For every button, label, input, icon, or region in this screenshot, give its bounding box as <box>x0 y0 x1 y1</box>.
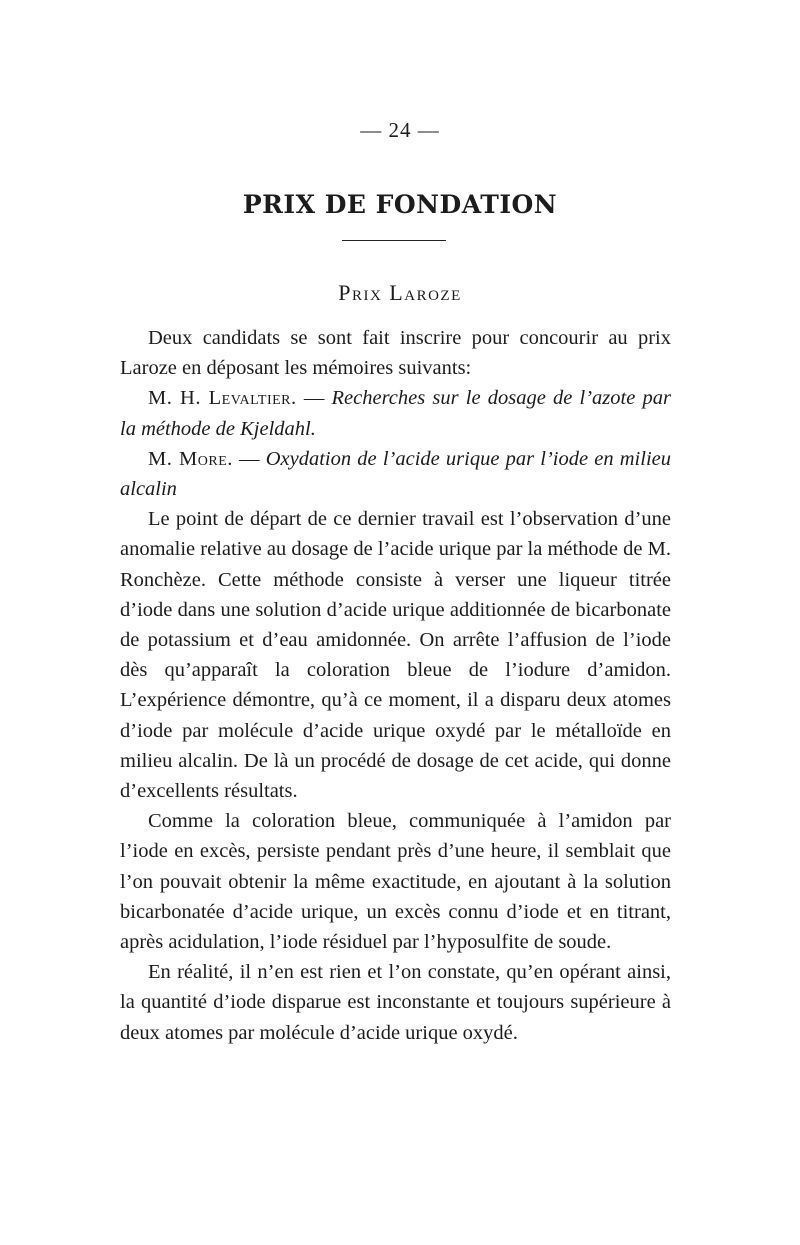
body-paragraph: Comme la coloration bleue, communiquée à l’amidon par l’iode en excès, persiste pendant près d’une heure, il semblait que l’on pouvait obtenir la même exactitude, en ajoutant à la solution bicarbonatée d’acide urique, un excès connu d’iode et en titrant, après acidulation, l’iode résiduel par l’hyposulfite de soude. <box>120 810 671 954</box>
page-number: — 24 — <box>360 118 440 142</box>
entry-author: M. More. <box>148 447 233 470</box>
page-title: PRIX DE FONDATION <box>242 190 558 219</box>
entry-separator: — <box>296 387 332 410</box>
body-paragraph: En réalité, il n’en est rien et l’on constate, qu’en opérant ainsi, la quantité d’iode disparue est inconstante et toujours supérieure à deux atomes par molécule d’acide urique oxydé. <box>120 961 671 1044</box>
body-text <box>120 323 671 1048</box>
entry-author: M. H. Levaltier. <box>148 387 297 410</box>
memoir-entry <box>120 383 671 443</box>
title-divider <box>342 240 446 241</box>
entry-title: Recherches sur le dosage de l’azote par la méthode de Kjeldahl. <box>120 387 671 440</box>
memoir-entry <box>120 444 671 504</box>
intro-paragraph: Deux candidats se sont fait inscrire pour concourir au prix Laroze en déposant les mémoires suivants: <box>120 327 671 380</box>
section-title: Prix Laroze <box>338 280 462 305</box>
entry-separator: — <box>232 447 266 470</box>
body-paragraph: Le point de départ de ce dernier travail est l’observation d’une anomalie relative au dosage de l’acide urique par la méthode de M. Ronchèze. Cette méthode consiste à verser une liqueur titrée d’iode dans une solution d’acide urique additionnée de bicarbonate de potassium et d’eau amidonnée. On arrête l’affusion de l’iode dès qu’apparaît la coloration bleue de l’iodure d’amidon. L’expérience démontre, qu’à ce moment, il a disparu deux atomes d’iode par molécule d’acide urique oxydé par le métalloïde en milieu alcalin. De là un procédé de dosage de cet acide, qui donne d’excellents résultats. <box>120 508 671 803</box>
entry-title: Oxydation de l’acide urique par l’iode en milieu alcalin <box>120 447 671 501</box>
